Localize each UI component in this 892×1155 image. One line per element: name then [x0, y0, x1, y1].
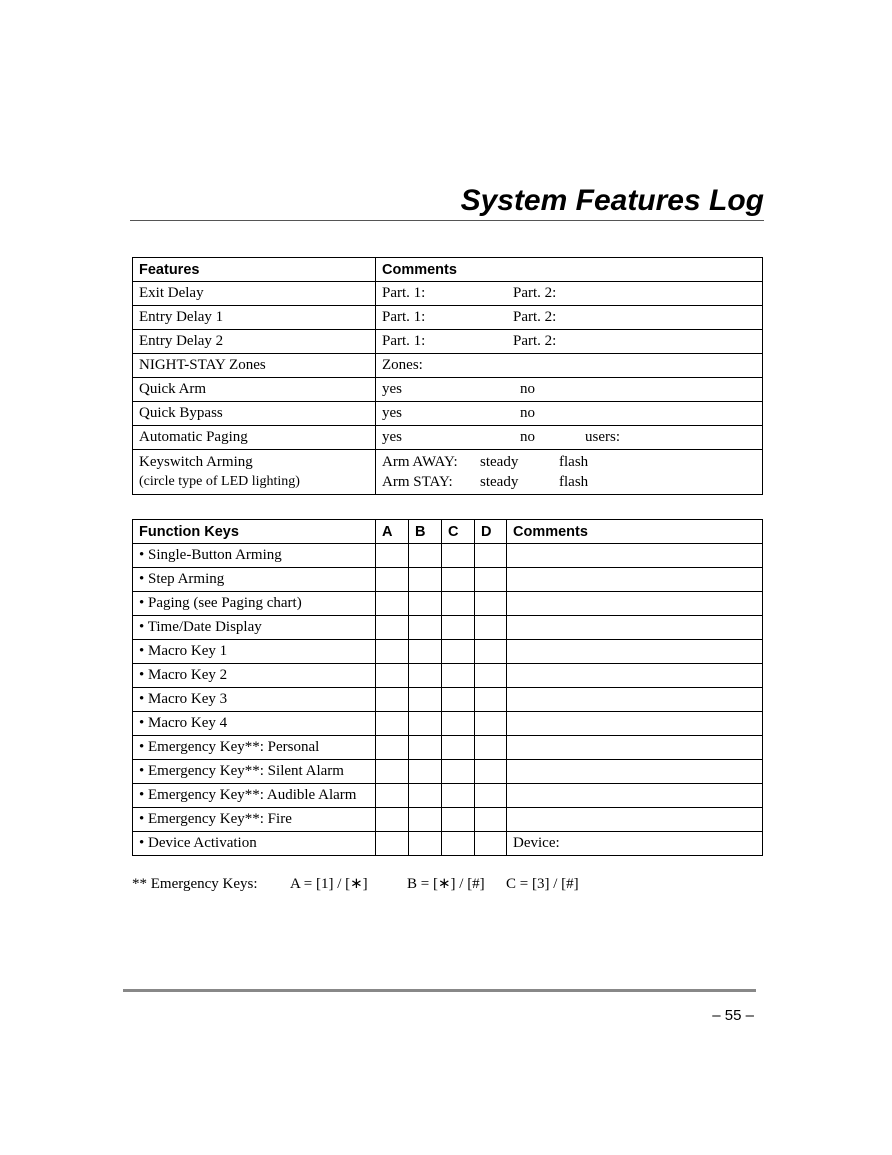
function-key-comment: [507, 712, 763, 736]
option-flash: flash: [559, 474, 589, 490]
table-row: [133, 664, 763, 688]
cell-c: [442, 832, 475, 856]
comment-users: users:: [585, 429, 620, 445]
function-key-comment: [507, 688, 763, 712]
function-key-label: • Macro Key 1: [133, 640, 376, 664]
feature-label: Entry Delay 2: [133, 330, 376, 354]
function-keys-table: [132, 519, 763, 856]
comment-part1: Part. 1:: [382, 309, 426, 325]
function-key-label: • Macro Key 2: [133, 664, 376, 688]
cell-a: [376, 688, 409, 712]
footnote: [132, 874, 579, 894]
option-steady: steady: [480, 454, 519, 470]
feature-comment: [376, 450, 763, 495]
cell-a: [376, 712, 409, 736]
feature-label: [133, 450, 376, 495]
title-rule: [130, 220, 764, 221]
arm-away-label: Arm AWAY:: [382, 454, 458, 470]
cell-b: [409, 736, 442, 760]
comments-header: Comments: [507, 520, 763, 544]
function-key-label: • Macro Key 4: [133, 712, 376, 736]
table-row: [133, 736, 763, 760]
function-key-label: • Single-Button Arming: [133, 544, 376, 568]
keyswitch-note: (circle type of LED lighting): [139, 474, 300, 489]
column-c-header: C: [442, 520, 475, 544]
function-key-comment: [507, 736, 763, 760]
cell-b: [409, 688, 442, 712]
cell-d: [475, 688, 507, 712]
function-rows: [133, 544, 763, 856]
cell-a: [376, 616, 409, 640]
table-row: [133, 808, 763, 832]
table-row: [133, 402, 763, 426]
comments-header: Comments: [376, 258, 763, 282]
function-keys-header: Function Keys: [133, 520, 376, 544]
cell-b: [409, 712, 442, 736]
cell-d: [475, 664, 507, 688]
features-table: [132, 257, 763, 495]
function-key-label: • Paging (see Paging chart): [133, 592, 376, 616]
features-header: Features: [133, 258, 376, 282]
option-flash: flash: [559, 454, 589, 470]
table-row: [133, 378, 763, 402]
cell-a: [376, 568, 409, 592]
table-row: [133, 712, 763, 736]
arm-stay-line: [382, 472, 756, 492]
function-key-label: • Emergency Key**: Audible Alarm: [133, 784, 376, 808]
cell-a: [376, 544, 409, 568]
comment-part1: Part. 1:: [382, 333, 426, 349]
feature-comment: [376, 354, 763, 378]
function-key-comment: [507, 784, 763, 808]
cell-b: [409, 640, 442, 664]
arm-stay-label: Arm STAY:: [382, 474, 453, 490]
table-row: [133, 330, 763, 354]
footnote-label: ** Emergency Keys:: [132, 876, 258, 892]
function-header-row: [133, 520, 763, 544]
function-key-comment: [507, 760, 763, 784]
cell-d: [475, 616, 507, 640]
cell-c: [442, 568, 475, 592]
footnote-key-b: B = [∗] / [#]: [407, 876, 485, 892]
table-row: [133, 616, 763, 640]
table-row: [133, 688, 763, 712]
comment-part2: Part. 2:: [513, 333, 557, 349]
footnote-key-c: C = [3] / [#]: [506, 876, 579, 892]
cell-a: [376, 592, 409, 616]
comment-no: no: [520, 405, 535, 421]
function-key-label: • Device Activation: [133, 832, 376, 856]
table-row: [133, 282, 763, 306]
cell-c: [442, 616, 475, 640]
cell-c: [442, 760, 475, 784]
page-title: System Features Log: [460, 184, 764, 217]
function-key-comment: [507, 544, 763, 568]
table-row: [133, 784, 763, 808]
table-row: [133, 544, 763, 568]
cell-d: [475, 736, 507, 760]
function-key-comment: [507, 568, 763, 592]
cell-a: [376, 784, 409, 808]
function-key-comment: [507, 616, 763, 640]
function-key-comment: Device:: [507, 832, 763, 856]
feature-label: Automatic Paging: [133, 426, 376, 450]
cell-b: [409, 616, 442, 640]
column-a-header: A: [376, 520, 409, 544]
cell-b: [409, 568, 442, 592]
feature-label: Quick Arm: [133, 378, 376, 402]
feature-comment: [376, 282, 763, 306]
column-d-header: D: [475, 520, 507, 544]
cell-c: [442, 784, 475, 808]
function-key-comment: [507, 592, 763, 616]
cell-d: [475, 832, 507, 856]
cell-b: [409, 760, 442, 784]
cell-a: [376, 664, 409, 688]
table-row: [133, 354, 763, 378]
function-key-comment: [507, 664, 763, 688]
cell-a: [376, 760, 409, 784]
comment-zones: Zones:: [382, 357, 423, 373]
cell-c: [442, 736, 475, 760]
arm-away-line: [382, 452, 756, 472]
cell-d: [475, 640, 507, 664]
feature-comment: [376, 378, 763, 402]
function-key-label: • Emergency Key**: Fire: [133, 808, 376, 832]
cell-b: [409, 544, 442, 568]
table-row: [133, 592, 763, 616]
cell-c: [442, 640, 475, 664]
cell-a: [376, 832, 409, 856]
function-key-comment: [507, 640, 763, 664]
feature-comment: [376, 426, 763, 450]
feature-label: NIGHT-STAY Zones: [133, 354, 376, 378]
page-number: – 55 –: [712, 1007, 754, 1024]
comment-yes: yes: [382, 405, 402, 421]
feature-label: Exit Delay: [133, 282, 376, 306]
cell-a: [376, 808, 409, 832]
feature-label: Entry Delay 1: [133, 306, 376, 330]
cell-d: [475, 568, 507, 592]
cell-b: [409, 832, 442, 856]
comment-yes: yes: [382, 429, 402, 445]
comment-part2: Part. 2:: [513, 309, 557, 325]
cell-d: [475, 544, 507, 568]
table-row: [133, 568, 763, 592]
function-key-label: • Step Arming: [133, 568, 376, 592]
cell-c: [442, 688, 475, 712]
function-key-label: • Emergency Key**: Personal: [133, 736, 376, 760]
cell-a: [376, 736, 409, 760]
function-key-label: • Emergency Key**: Silent Alarm: [133, 760, 376, 784]
function-key-label: • Macro Key 3: [133, 688, 376, 712]
table-row: [133, 760, 763, 784]
function-key-comment: [507, 808, 763, 832]
cell-d: [475, 712, 507, 736]
cell-d: [475, 808, 507, 832]
option-steady: steady: [480, 474, 519, 490]
comment-no: no: [520, 381, 535, 397]
table-row: [133, 426, 763, 450]
features-header-row: [133, 258, 763, 282]
cell-b: [409, 808, 442, 832]
bottom-rule: [123, 989, 756, 992]
footnote-key-a: A = [1] / [∗]: [290, 876, 368, 892]
column-b-header: B: [409, 520, 442, 544]
cell-d: [475, 592, 507, 616]
table-row: [133, 450, 763, 495]
cell-b: [409, 784, 442, 808]
cell-d: [475, 760, 507, 784]
comment-part1: Part. 1:: [382, 285, 426, 301]
feature-label: Quick Bypass: [133, 402, 376, 426]
table-row: [133, 832, 763, 856]
comment-no: no: [520, 429, 535, 445]
cell-c: [442, 712, 475, 736]
cell-b: [409, 664, 442, 688]
feature-comment: [376, 306, 763, 330]
function-key-label: • Time/Date Display: [133, 616, 376, 640]
table-row: [133, 640, 763, 664]
comment-yes: yes: [382, 381, 402, 397]
cell-c: [442, 664, 475, 688]
cell-b: [409, 592, 442, 616]
feature-comment: [376, 330, 763, 354]
comment-part2: Part. 2:: [513, 285, 557, 301]
cell-c: [442, 592, 475, 616]
keyswitch-label: Keyswitch Arming: [139, 454, 253, 470]
cell-d: [475, 784, 507, 808]
cell-c: [442, 544, 475, 568]
feature-comment: [376, 402, 763, 426]
cell-c: [442, 808, 475, 832]
table-row: [133, 306, 763, 330]
cell-a: [376, 640, 409, 664]
